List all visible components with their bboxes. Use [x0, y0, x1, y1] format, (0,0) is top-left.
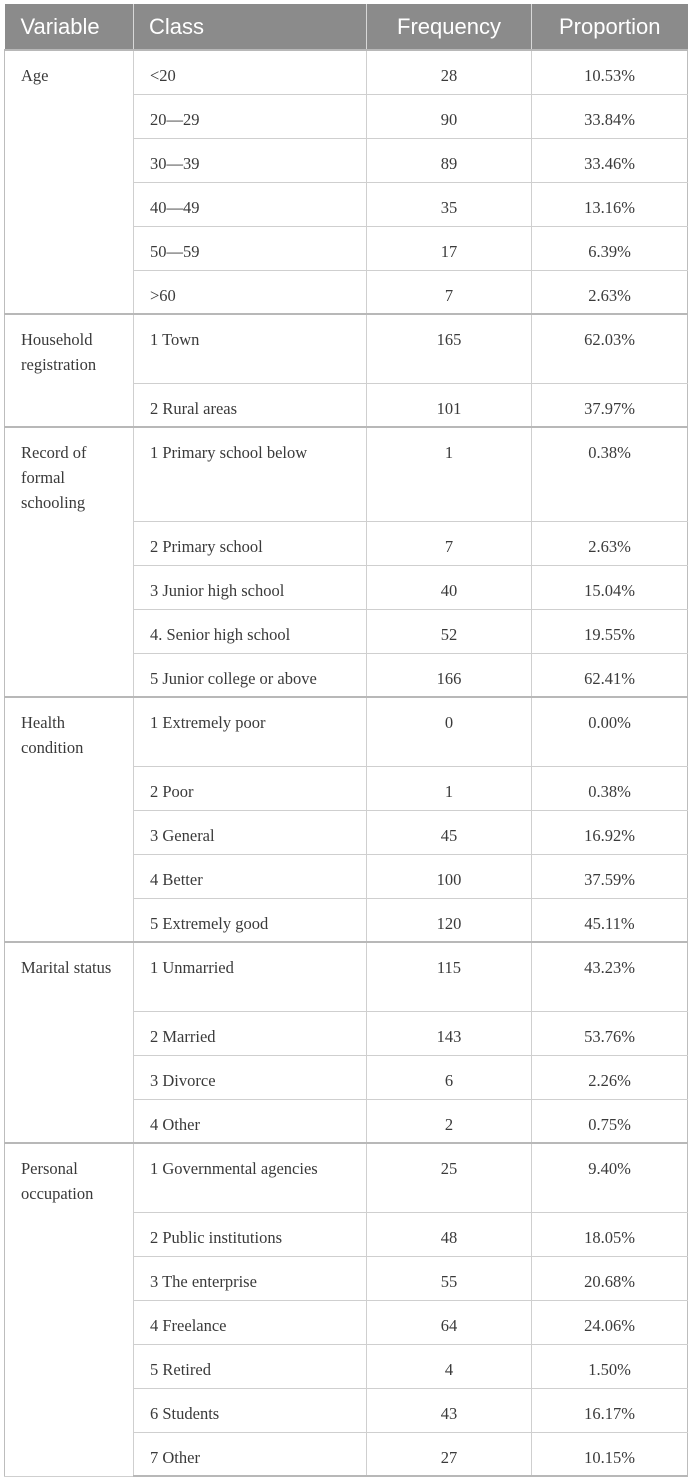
proportion-cell: 2.63%	[532, 521, 688, 565]
frequency-cell: 115	[367, 942, 532, 1011]
frequency-cell: 1	[367, 427, 532, 521]
frequency-cell: 6	[367, 1055, 532, 1099]
proportion-cell: 45.11%	[532, 898, 688, 942]
header-frequency: Frequency	[367, 4, 532, 50]
class-cell: 5 Junior college or above	[134, 653, 367, 697]
class-cell: 5 Extremely good	[134, 898, 367, 942]
proportion-cell: 43.23%	[532, 942, 688, 1011]
class-cell: 1 Governmental agencies	[134, 1143, 367, 1212]
frequency-cell: 89	[367, 138, 532, 182]
proportion-cell: 33.84%	[532, 94, 688, 138]
frequency-cell: 4	[367, 1344, 532, 1388]
frequency-cell: 166	[367, 653, 532, 697]
class-cell: 6 Students	[134, 1388, 367, 1432]
class-cell: 4 Freelance	[134, 1300, 367, 1344]
proportion-cell: 1.50%	[532, 1344, 688, 1388]
class-cell: 2 Married	[134, 1011, 367, 1055]
variable-cell: Record of formal schooling	[5, 427, 134, 697]
proportion-cell: 18.05%	[532, 1212, 688, 1256]
frequency-cell: 43	[367, 1388, 532, 1432]
class-cell: 4 Other	[134, 1099, 367, 1143]
table-row	[5, 314, 688, 383]
class-cell: 2 Primary school	[134, 521, 367, 565]
variable-cell: Health condition	[5, 697, 134, 942]
proportion-cell: 37.59%	[532, 854, 688, 898]
class-cell: 30—39	[134, 138, 367, 182]
class-cell: 3 Divorce	[134, 1055, 367, 1099]
header-proportion: Proportion	[532, 4, 688, 50]
proportion-cell: 19.55%	[532, 609, 688, 653]
demographics-table	[4, 4, 688, 1477]
frequency-cell: 101	[367, 383, 532, 427]
proportion-cell: 62.41%	[532, 653, 688, 697]
proportion-cell: 2.63%	[532, 270, 688, 314]
frequency-cell: 7	[367, 521, 532, 565]
class-cell: 4 Better	[134, 854, 367, 898]
proportion-cell: 20.68%	[532, 1256, 688, 1300]
header-class: Class	[134, 4, 367, 50]
class-cell: 1 Town	[134, 314, 367, 383]
proportion-cell: 13.16%	[532, 182, 688, 226]
proportion-cell: 24.06%	[532, 1300, 688, 1344]
proportion-cell: 33.46%	[532, 138, 688, 182]
header-variable: Variable	[5, 4, 134, 50]
frequency-cell: 100	[367, 854, 532, 898]
proportion-cell: 16.17%	[532, 1388, 688, 1432]
class-cell: 1 Primary school below	[134, 427, 367, 521]
table-container	[4, 4, 687, 1477]
proportion-cell: 10.15%	[532, 1432, 688, 1476]
table-row	[5, 427, 688, 521]
frequency-cell: 2	[367, 1099, 532, 1143]
frequency-cell: 1	[367, 766, 532, 810]
class-cell: 40—49	[134, 182, 367, 226]
proportion-cell: 16.92%	[532, 810, 688, 854]
class-cell: 1 Unmarried	[134, 942, 367, 1011]
class-cell: 1 Extremely poor	[134, 697, 367, 766]
frequency-cell: 64	[367, 1300, 532, 1344]
table-body	[5, 50, 688, 1476]
class-cell: 20—29	[134, 94, 367, 138]
proportion-cell: 53.76%	[532, 1011, 688, 1055]
proportion-cell: 0.75%	[532, 1099, 688, 1143]
variable-cell: Marital status	[5, 942, 134, 1143]
class-cell: >60	[134, 270, 367, 314]
proportion-cell: 2.26%	[532, 1055, 688, 1099]
class-cell: 4. Senior high school	[134, 609, 367, 653]
class-cell: 2 Rural areas	[134, 383, 367, 427]
frequency-cell: 28	[367, 50, 532, 94]
frequency-cell: 55	[367, 1256, 532, 1300]
table-row	[5, 50, 688, 94]
proportion-cell: 9.40%	[532, 1143, 688, 1212]
class-cell: 3 General	[134, 810, 367, 854]
frequency-cell: 143	[367, 1011, 532, 1055]
proportion-cell: 37.97%	[532, 383, 688, 427]
frequency-cell: 40	[367, 565, 532, 609]
frequency-cell: 120	[367, 898, 532, 942]
class-cell: 2 Public institutions	[134, 1212, 367, 1256]
table-row	[5, 1143, 688, 1212]
frequency-cell: 25	[367, 1143, 532, 1212]
proportion-cell: 10.53%	[532, 50, 688, 94]
class-cell: 5 Retired	[134, 1344, 367, 1388]
table-header	[5, 4, 688, 50]
header-row	[5, 4, 688, 50]
frequency-cell: 48	[367, 1212, 532, 1256]
proportion-cell: 62.03%	[532, 314, 688, 383]
class-cell: 3 Junior high school	[134, 565, 367, 609]
class-cell: 7 Other	[134, 1432, 367, 1476]
class-cell: 2 Poor	[134, 766, 367, 810]
variable-cell: Age	[5, 50, 134, 314]
proportion-cell: 15.04%	[532, 565, 688, 609]
frequency-cell: 45	[367, 810, 532, 854]
frequency-cell: 27	[367, 1432, 532, 1476]
frequency-cell: 90	[367, 94, 532, 138]
proportion-cell: 0.00%	[532, 697, 688, 766]
frequency-cell: 165	[367, 314, 532, 383]
proportion-cell: 0.38%	[532, 427, 688, 521]
proportion-cell: 0.38%	[532, 766, 688, 810]
frequency-cell: 52	[367, 609, 532, 653]
proportion-cell: 6.39%	[532, 226, 688, 270]
class-cell: 3 The enterprise	[134, 1256, 367, 1300]
frequency-cell: 17	[367, 226, 532, 270]
table-row	[5, 697, 688, 766]
variable-cell: Personal occupation	[5, 1143, 134, 1476]
class-cell: <20	[134, 50, 367, 94]
frequency-cell: 0	[367, 697, 532, 766]
class-cell: 50—59	[134, 226, 367, 270]
variable-cell: Household registration	[5, 314, 134, 427]
table-row	[5, 942, 688, 1011]
frequency-cell: 35	[367, 182, 532, 226]
frequency-cell: 7	[367, 270, 532, 314]
